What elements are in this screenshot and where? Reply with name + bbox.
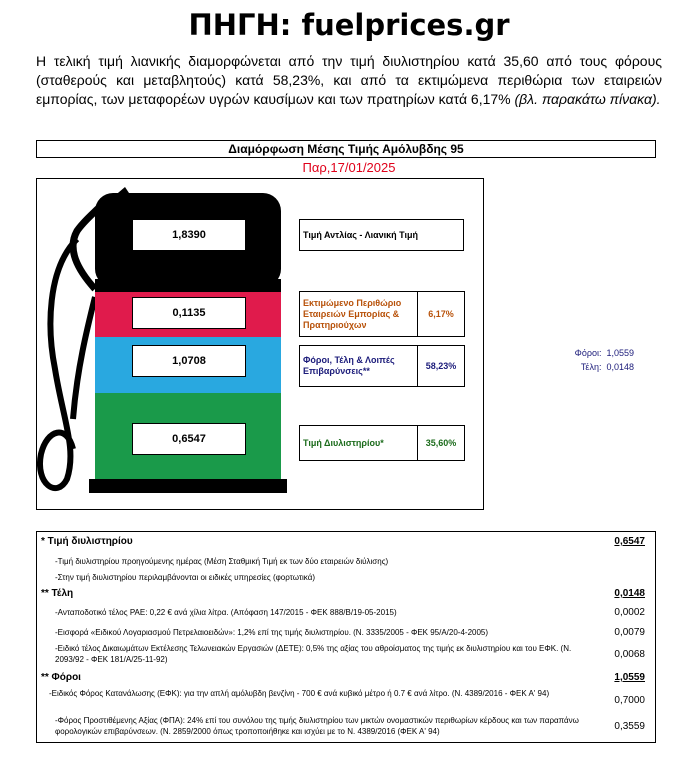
taxes-value: 1,0708 <box>132 345 246 377</box>
fee-row-2-value: 0,0079 <box>614 627 645 638</box>
tax-row-1-value: 0,7000 <box>614 695 645 706</box>
taxes-label: Φόροι, Τέλη & Λοιπές Επιβαρύνσεις** <box>299 345 418 387</box>
tax-row-2-value: 0,3559 <box>614 721 645 732</box>
retail-value: 1,8390 <box>132 219 246 251</box>
fee-row-2-text: -Εισφορά «Ειδικού Λογαριασμού Πετρελαιοειδών»: 1,2% επί της τιμής διυλιστηρίου. (Ν. 3335/2005 - ΦΕΚ 95/Α/20-4-2005) <box>55 628 489 637</box>
side-taxes-label: Φόροι: <box>574 348 602 358</box>
price-diagram <box>36 178 484 510</box>
fees-total: 0,0148 <box>614 588 645 599</box>
refinery-heading: * Τιμή διυλιστηρίου <box>41 536 133 547</box>
segment-divider <box>95 287 281 292</box>
fee-row-3-value: 0,0068 <box>614 649 645 660</box>
side-taxes-value: 1,0559 <box>606 348 634 358</box>
breakdown-table <box>36 531 656 743</box>
refinery-label: Τιμή Διυλιστηρίου* <box>299 425 418 461</box>
tax-row-1-text: -Ειδικός Φόρος Κατανάλωσης (ΕΦΚ): για την απλή αμόλυβδη βενζίνη - 700 € ανά κυβικό μέτρο ή 0.7 € ανά λίτρο. (Ν. 4389/2016 - ΦΕΚ Α' 94) <box>49 689 550 698</box>
date-label: Παρ,17/01/2025 <box>302 160 396 175</box>
refinery-value: 0,6547 <box>132 423 246 455</box>
refinery-note-2: -Στην τιμή διυλιστηρίου περιλαμβάνονται οι ειδικές υπηρεσίες (φορτωτικά) <box>55 573 315 582</box>
side-fees-label: Τέλη: <box>580 362 602 372</box>
side-fees <box>540 362 634 372</box>
side-taxes <box>540 348 634 358</box>
retail-label: Τιμή Αντλίας - Λιανική Τιμή <box>299 219 464 251</box>
refinery-total: 0,6547 <box>614 536 645 547</box>
margin-percent: 6,17% <box>417 291 465 337</box>
fee-row-1-text: -Ανταποδοτικό τέλος ΡΑΕ: 0,22 € ανά χίλια λίτρα. (Απόφαση 147/2015 - ΦΕΚ 888/Β/19-05-2015) <box>55 608 397 617</box>
intro-italic-note: (βλ. παρακάτω πίνακα). <box>514 91 661 107</box>
intro-text: Η τελική τιμή λιανικής διαμορφώνεται από την τιμή διυλιστηρίου κατά 35,60 από τους φόρους (σταθερούς και μεταβλητούς) κατά 58,23%, και από τα εκτιμώμενα περιθώρια των εταιρειών εμπορίας, των μεταφορέων υγρών καυσίμων και των πρατηρίων κατά 6,17% <box>36 53 662 107</box>
margin-value: 0,1135 <box>132 297 246 329</box>
side-fees-value: 0,0148 <box>606 362 634 372</box>
margin-label: Εκτιμώμενο Περιθώριο Εταιρειών Εμπορίας & Πρατηριούχων <box>299 291 418 337</box>
page-title: ΠΗΓΗ: fuelprices.gr <box>188 8 510 42</box>
refinery-note-1: -Τιμή διυλιστηρίου προηγούμενης ημέρας (Μέση Σταθμική Τιμή εκ των δύο εταιρειών διύλισης) <box>55 557 389 566</box>
fee-row-3-text: -Ειδικό τέλος Δικαιωμάτων Εκτέλεσης Τελωνειακών Εργασιών (ΔΕΤΕ): 0,5% της αξίας του αθροίσματος της τιμής εκ διυλιστηρίου και του ΕΦΚ. (Ν. 2093/92 - ΦΕΚ 181/Α/25-11-92) <box>55 644 572 664</box>
taxes-total: 1,0559 <box>614 672 645 683</box>
fee-row-1-value: 0,0002 <box>614 607 645 618</box>
intro-paragraph <box>36 52 662 109</box>
refinery-percent: 35,60% <box>417 425 465 461</box>
taxes-heading: ** Φόροι <box>41 672 81 683</box>
fees-heading: ** Τέλη <box>41 588 74 599</box>
diagram-caption: Διαμόρφωση Μέσης Τιμής Αμόλυβδης 95 <box>36 140 656 158</box>
tax-row-2-text: -Φόρος Προστιθέμενης Αξίας (ΦΠΑ): 24% επί του συνόλου της τιμής διυλιστηρίου των μικτών ονομαστικών περιθωρίων κέρδους και των παραπάνω φορολογικών επιβαρύνσεων. (Ν. 2859/2000 όπως τροποποιήθηκε και ισχύει με το Ν. 4389/2016 (ΦΕΚ Α' 94) <box>55 716 579 736</box>
taxes-percent: 58,23% <box>417 345 465 387</box>
